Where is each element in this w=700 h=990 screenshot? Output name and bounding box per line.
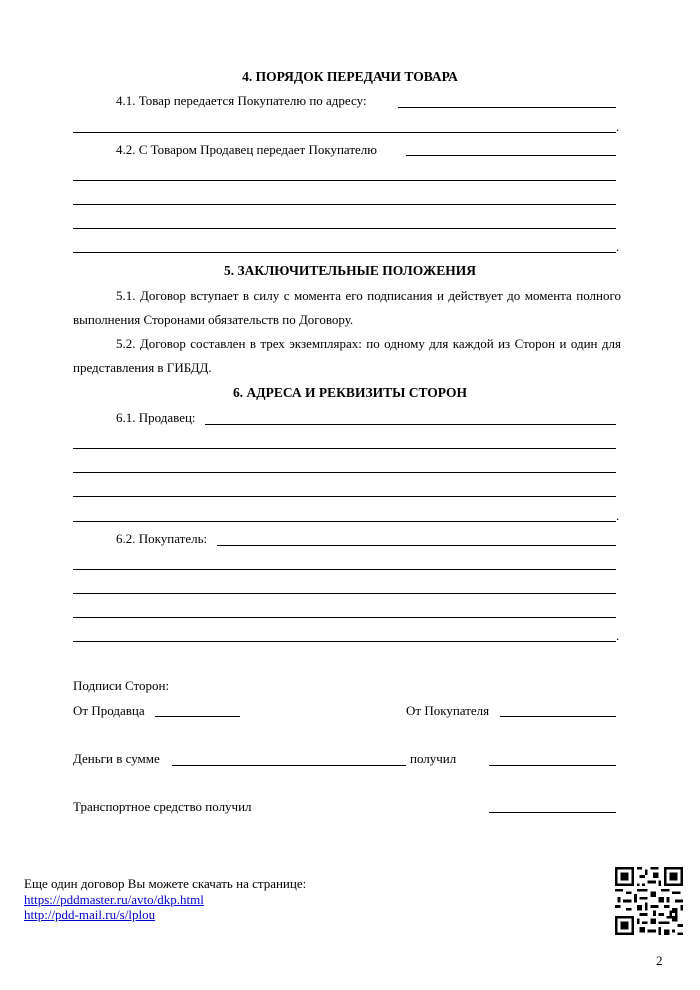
blank-line[interactable] [73, 228, 616, 229]
clause-5-1: 5.1. Договор вступает в силу с момента его подписания и действует до момента полного выполнения Сторонами обязательств по Договору. [73, 288, 621, 327]
from-buyer-label: От Покупателя [406, 703, 490, 718]
clause-5-2: 5.2. Договор составлен в трех экземплярах: по одному для каждой из Сторон и один для представления в ГИБДД. [73, 336, 621, 375]
seller-label: 6.1. Продавец: [116, 410, 196, 425]
vehicle-received-signature-line[interactable] [489, 812, 616, 813]
blank-line[interactable] [73, 593, 616, 594]
seller-signature-line[interactable] [155, 716, 240, 717]
blank-line[interactable] [73, 448, 616, 449]
page-number: 2 [656, 953, 663, 968]
end-mark: . [616, 119, 620, 134]
blank-line[interactable] [217, 545, 616, 546]
blank-line[interactable] [398, 107, 616, 108]
money-received-signature-line[interactable] [489, 765, 616, 766]
buyer-signature-line[interactable] [500, 716, 616, 717]
clause-4-1-label: 4.1. Товар передается Покупателю по адресу: [116, 93, 367, 108]
download-link-2[interactable]: http://pdd-mail.ru/s/lplou [24, 907, 156, 922]
download-link-1[interactable]: https://pddmaster.ru/avto/dkp.html [24, 892, 204, 907]
section-6-heading: 6. АДРЕСА И РЕКВИЗИТЫ СТОРОН [233, 385, 467, 400]
blank-line[interactable] [73, 617, 616, 618]
blank-line[interactable] [73, 641, 616, 642]
blank-line[interactable] [73, 472, 616, 473]
money-received-label: получил [410, 751, 457, 766]
money-label: Деньги в сумме [73, 751, 160, 766]
section-4-heading: 4. ПОРЯДОК ПЕРЕДАЧИ ТОВАРА [242, 69, 458, 84]
blank-line[interactable] [73, 180, 616, 181]
footer-note: Еще один договор Вы можете скачать на странице: [24, 876, 307, 891]
from-seller-label: От Продавца [73, 703, 145, 718]
buyer-label: 6.2. Покупатель: [116, 531, 208, 546]
section-5-heading: 5. ЗАКЛЮЧИТЕЛЬНЫЕ ПОЛОЖЕНИЯ [224, 263, 476, 278]
vehicle-received-label: Транспортное средство получил [73, 799, 252, 814]
clause-4-2-label: 4.2. С Товаром Продавец передает Покупателю [116, 142, 378, 157]
end-mark: . [616, 239, 620, 254]
end-mark: . [616, 628, 620, 643]
blank-line[interactable] [73, 252, 616, 253]
blank-line[interactable] [73, 569, 616, 570]
blank-line[interactable] [73, 496, 616, 497]
blank-line[interactable] [406, 155, 616, 156]
money-amount-line[interactable] [172, 765, 406, 766]
signatures-title: Подписи Сторон: [73, 678, 170, 693]
blank-line[interactable] [73, 132, 616, 133]
end-mark: . [616, 508, 620, 523]
blank-line[interactable] [73, 521, 616, 522]
blank-line[interactable] [73, 204, 616, 205]
blank-line[interactable] [205, 424, 616, 425]
qr-code-icon [615, 867, 683, 935]
